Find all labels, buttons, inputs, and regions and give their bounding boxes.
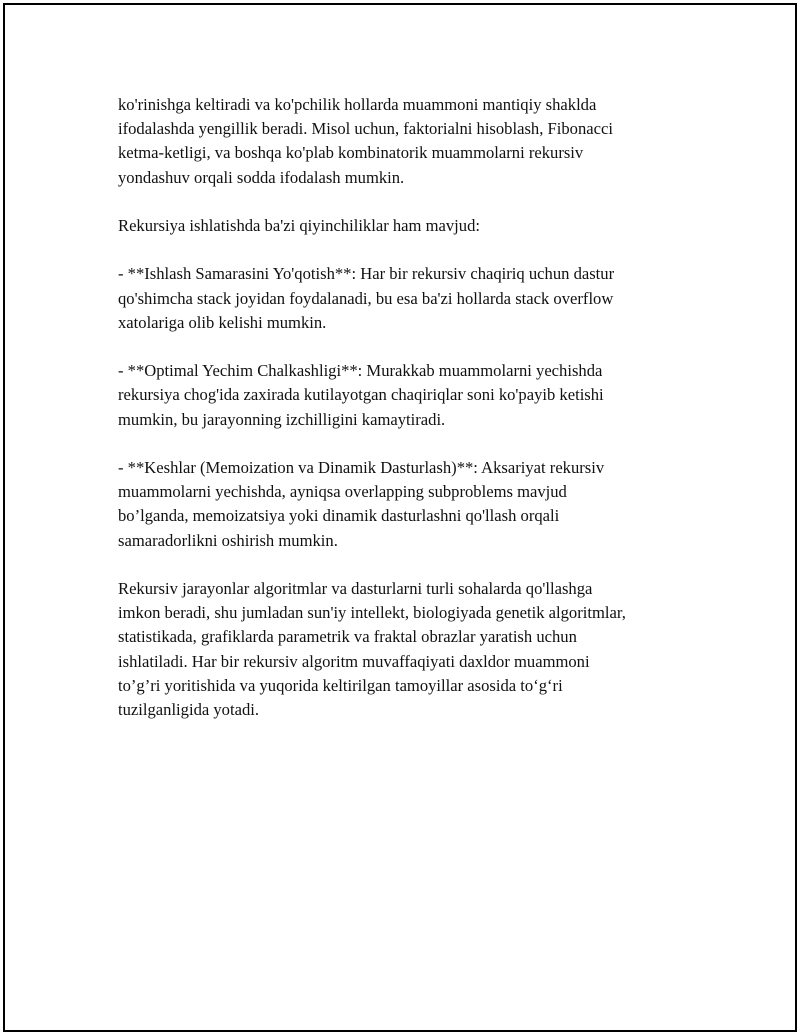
- paragraph-intro: ko'rinishga keltiradi va ko'pchilik hollarda muammoni mantiqiy shaklda ifodalashda yengillik beradi. Misol uchun, faktorialni hisoblash, Fibonacci ketma-ketligi, va boshqa ko'plab kombinatorik muammolarni rekursiv yondashuv orqali sodda ifodalash mumkin.: [118, 95, 613, 187]
- list-item-optimal-solution: - **Optimal Yechim Chalkashligi**: Murakkab muammolarni yechishda rekursiya chog'ida zaxirada kutilayotgan chaqiriqlar soni ko'payib ketishi mumkin, bu jarayonning izchilligini kamaytiradi.: [118, 361, 604, 429]
- paragraph-conclusion: Rekursiv jarayonlar algoritmlar va dasturlarni turli sohalarda qo'llashga imkon beradi, shu jumladan sun'iy intellekt, biologiyada genetik algoritmlar, statistikada, grafiklarda parametrik va fraktal obrazlar yaratish uchun ishlatiladi. Har bir rekursiv algoritm muvaffaqiyati daxldor muammoni to’g’ri yoritishida va yuqorida keltirilgan tamoyillar asosida to‘g‘ri tuzilganligida yotadi.: [118, 578, 626, 719]
- list-item-caching: - **Keshlar (Memoization va Dinamik Dasturlash)**: Aksariyat rekursiv muammolarni yechishda, ayniqsa overlapping subproblems mavjud bo’lganda, memoizatsiya yoki dinamik dasturlashni qo'llash orqali samaradorlikni oshirish mumkin.: [118, 457, 605, 550]
- paragraph-difficulties-heading: Rekursiya ishlatishda ba'zi qiyinchiliklar ham mavjud:: [118, 216, 480, 235]
- list-item-performance: - **Ishlash Samarasini Yo'qotish**: Har bir rekursiv chaqiriq uchun dastur qo'shimcha stack joyidan foydalanadi, bu esa ba'zi hollarda stack overflow xatolariga olib kelishi mumkin.: [118, 264, 615, 332]
- document-body: [118, 93, 708, 746]
